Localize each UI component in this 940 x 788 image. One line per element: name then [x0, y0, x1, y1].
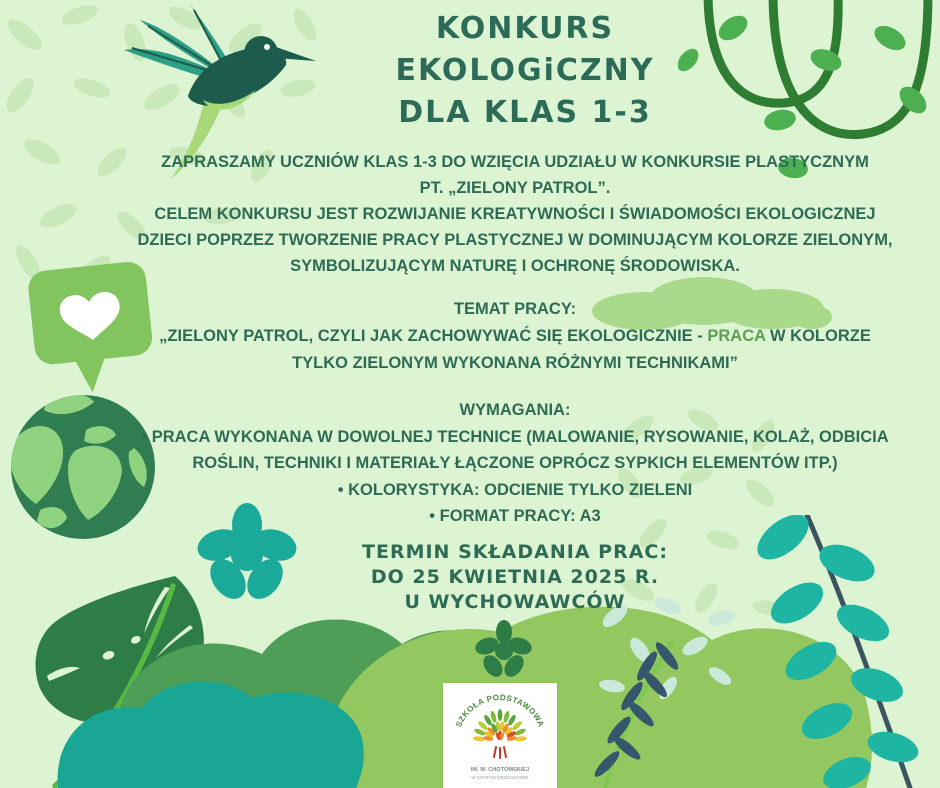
temat-section	[90, 296, 940, 377]
logo-tree-icon	[473, 709, 527, 758]
wymagania-section: WYMAGANIA: • PRACA WYKONANA W DOWOLNEJ TECHNICE (MALOWANIE, RYSOWANIE, KOLAŻ, ODBICIA ROŚLIN, TECHNIKI I MATERIAŁY ŁĄCZONE OPRÓCZ SYPKICH ELEMENTÓW ITP.) • KOLORYSTYKA: ODCIENIE TYLKO ZIELENI • FORMAT PRACY: A3	[90, 397, 940, 530]
poster-title	[320, 8, 730, 134]
logo-arc-text: SZKOŁA PODSTAWOWA	[454, 693, 546, 729]
termin-section: TERMIN SKŁADANIA PRAC: DO 25 KWIETNIA 2025 R. U WYCHOWAWCÓW	[362, 541, 668, 613]
fern-branch-icon	[575, 640, 705, 788]
title-line-2: EKOLOGiCZNY	[395, 53, 655, 88]
logo-name-line-2: W STARYM ORZECHOWIE	[471, 775, 529, 780]
temat-highlight: PRACA	[707, 327, 766, 345]
school-logo	[443, 683, 557, 788]
temat-line-2: TYLKO ZIELONYM WYKONANA RÓŻNYMI TECHNIKAMI”	[292, 354, 738, 372]
title-line-3: DLA KLAS 1-3	[398, 95, 652, 130]
temat-heading: TEMAT PRACY:	[453, 300, 577, 318]
logo-name-line-1: IM. W. CHOTOMSKIEJ	[470, 767, 530, 773]
intro-text: ZAPRASZAMY UCZNIÓW KLAS 1-3 DO WZIĘCIA UDZIAŁU W KONKURSIE PLASTYCZNYM PT. „ZIELONY PATROL”. CELEM KONKURSU JEST ROZWIJANIE KREATYWNOŚCI I ŚWIADOMOŚCI EKOLOGICZNEJ DZIECI POPRZEZ TWORZENIE PRACY PLASTYCZNEJ W DOMINUJĄCYM KOLORZE ZIELONYM, SYMBOLIZUJĄCYM NATURĘ I OCHRONĘ ŚRODOWISKA.	[137, 153, 893, 275]
temat-line-1: „ZIELONY PATROL, CZYLI JAK ZACHOWYWAĆ SIĘ EKOLOGICZNIE - PRACA W KOLORZE	[159, 327, 871, 345]
wymagania-heading: WYMAGANIA:	[459, 401, 571, 419]
title-line-1: KONKURS	[435, 11, 615, 46]
